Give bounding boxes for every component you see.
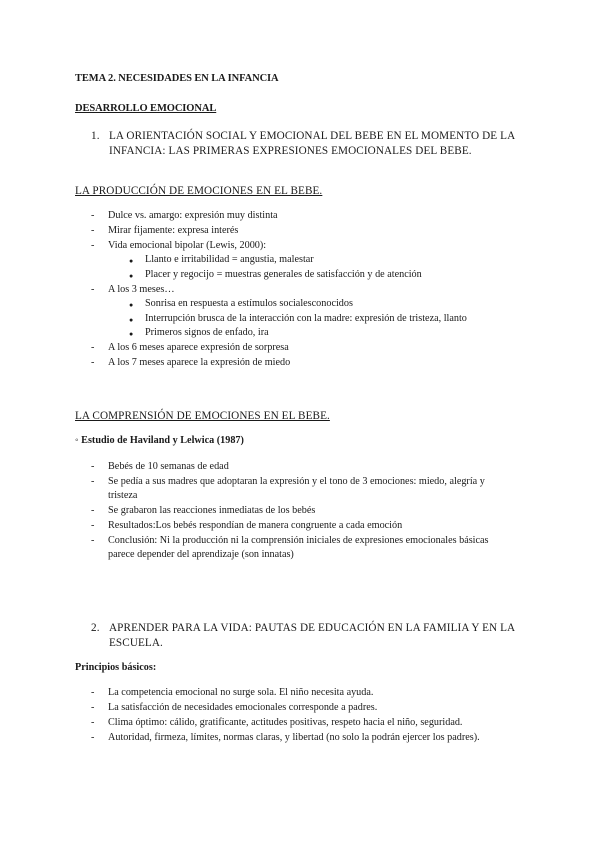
item1-number: 1.	[91, 130, 100, 142]
list-item: Conclusión: Ni la producción ni la comprensión iniciales de expresiones emocionales básicas	[108, 535, 489, 546]
list-dash: -	[91, 505, 95, 516]
list-dash: -	[91, 535, 95, 546]
item2-number: 2.	[91, 622, 100, 634]
bullet-icon: ●	[129, 272, 134, 280]
list-item: A los 7 meses aparece la expresión de miedo	[108, 357, 291, 368]
sub-list-item: Primeros signos de enfado, ira	[145, 327, 269, 338]
list-item: Clima óptimo: cálido, gratificante, actitudes positivas, respeto hacia el niño, seguridad.	[108, 717, 463, 728]
list-dash: -	[91, 225, 95, 236]
list-item: Bebés de 10 semanas de edad	[108, 461, 229, 472]
item2-line1: APRENDER PARA LA VIDA: PAUTAS DE EDUCACIÓN EN LA FAMILIA Y EN LA	[109, 622, 516, 634]
sub-list-item: Llanto e irritabilidad = angustia, malestar	[145, 254, 314, 265]
bullet-icon: ●	[129, 330, 134, 338]
list-dash: -	[91, 461, 95, 472]
list-item: Resultados:Los bebés respondían de manera congruente a cada emoción	[108, 520, 403, 531]
list-item-continuation: parece depender del aprendizaje (son innatas)	[108, 549, 294, 560]
sub-list-item: Sonrisa en respuesta a estímulos socialesconocidos	[145, 298, 353, 309]
list-dash: -	[91, 476, 95, 487]
list-item: A los 3 meses…	[108, 284, 175, 295]
list-item: Autoridad, firmeza, límites, normas claras, y libertad (no solo la podrán ejercer los padres).	[108, 732, 480, 743]
sub-list-item: Placer y regocijo = muestras generales de satisfacción y de atención	[145, 269, 422, 280]
list-dash: -	[91, 284, 95, 295]
list-item: Se pedía a sus madres que adoptaran la expresión y el tono de 3 emociones: miedo, alegría y	[108, 476, 485, 487]
list-dash: -	[91, 342, 95, 353]
list-item: La satisfacción de necesidades emocionales corresponde a padres.	[108, 702, 378, 713]
list-item: A los 6 meses aparece expresión de sorpresa	[108, 342, 289, 353]
comprension-heading: LA COMPRENSIÓN DE EMOCIONES EN EL BEBE.	[75, 410, 330, 422]
list-dash: -	[91, 732, 95, 743]
list-item: La competencia emocional no surge sola. El niño necesita ayuda.	[108, 687, 374, 698]
bullet-icon: ●	[129, 316, 134, 324]
list-item: Mirar fijamente: expresa interés	[108, 225, 239, 236]
list-dash: -	[91, 210, 95, 221]
list-dash: -	[91, 687, 95, 698]
document-title: TEMA 2. NECESIDADES EN LA INFANCIA	[75, 73, 279, 84]
list-item: Dulce vs. amargo: expresión muy distinta	[108, 210, 278, 221]
study-marker: ◦	[75, 435, 79, 446]
list-dash: -	[91, 520, 95, 531]
item2-line2: ESCUELA.	[109, 637, 163, 649]
study-title: Estudio de Haviland y Lelwica (1987)	[81, 435, 244, 446]
list-dash: -	[91, 717, 95, 728]
produccion-heading: LA PRODUCCIÓN DE EMOCIONES EN EL BEBE.	[75, 185, 323, 197]
sub-list-item: Interrupción brusca de la interacción con la madre: expresión de tristeza, llanto	[145, 313, 467, 324]
bullet-icon: ●	[129, 257, 134, 265]
list-item: Se grabaron las reacciones inmediatas de los bebés	[108, 505, 316, 516]
list-dash: -	[91, 357, 95, 368]
list-dash: -	[91, 240, 95, 251]
list-item-continuation: tristeza	[108, 490, 138, 501]
bullet-icon: ●	[129, 301, 134, 309]
list-dash: -	[91, 702, 95, 713]
principios-heading: Principios básicos:	[75, 662, 157, 673]
study-line	[75, 435, 244, 446]
item1-line2: INFANCIA: LAS PRIMERAS EXPRESIONES EMOCIONALES DEL BEBE.	[109, 145, 472, 157]
item1-line1: LA ORIENTACIÓN SOCIAL Y EMOCIONAL DEL BEBE EN EL MOMENTO DE LA	[109, 130, 516, 142]
section-heading: DESARROLLO EMOCIONAL	[75, 103, 217, 114]
list-item: Vida emocional bipolar (Lewis, 2000):	[108, 240, 267, 251]
